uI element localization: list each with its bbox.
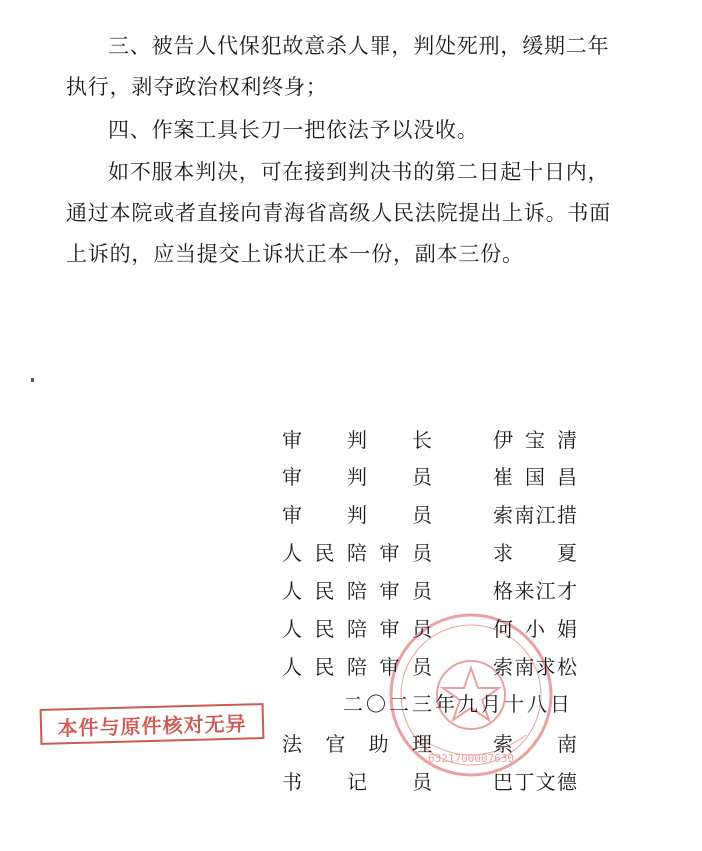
name-char: 夏 — [557, 541, 577, 565]
name-char: 宝 — [525, 428, 545, 452]
title-char: 审 — [379, 655, 400, 679]
title-char: 人 — [282, 617, 302, 641]
name-char: 南 — [514, 503, 535, 527]
panel-row — [282, 424, 582, 454]
name-char: 江 — [535, 579, 556, 603]
name-char: 松 — [556, 655, 577, 679]
name-char: 清 — [557, 428, 577, 452]
name-char: 昌 — [557, 465, 577, 489]
title-char: 人 — [282, 579, 302, 603]
title-char: 陪 — [347, 579, 367, 603]
title-char: 审 — [282, 428, 302, 452]
title-char: 审 — [379, 541, 400, 565]
name-char: 措 — [556, 503, 577, 527]
paragraph-confiscation: 四、作案工具长刀一把依法予以没收。 — [108, 118, 479, 142]
panel-title — [282, 613, 432, 642]
clerk-title — [282, 766, 432, 795]
name-char: 伊 — [493, 428, 513, 452]
panel-title — [282, 461, 432, 490]
title-char: 审 — [379, 617, 400, 641]
name-char: 求 — [493, 541, 513, 565]
name-char: 南 — [514, 655, 535, 679]
name-char: 才 — [556, 579, 577, 603]
title-char: 民 — [314, 541, 335, 565]
title-char: 法 — [282, 732, 302, 756]
panel-name — [493, 424, 577, 453]
panel-row — [282, 461, 582, 491]
title-char: 员 — [412, 465, 432, 489]
title-char: 判 — [347, 465, 367, 489]
title-char: 助 — [368, 732, 389, 756]
name-char: 国 — [525, 465, 545, 489]
clerk-row — [282, 728, 582, 758]
name-char: 南 — [557, 732, 577, 756]
title-char: 理 — [411, 732, 432, 756]
title-char: 陪 — [347, 541, 367, 565]
title-char: 员 — [412, 503, 432, 527]
panel-name — [493, 499, 577, 528]
title-char: 员 — [412, 770, 432, 794]
panel-title — [282, 651, 432, 680]
name-char: 德 — [556, 770, 577, 794]
title-char: 审 — [282, 465, 302, 489]
title-char: 员 — [412, 655, 432, 679]
clerk-name — [493, 766, 577, 795]
title-char: 陪 — [347, 655, 367, 679]
panel-name — [493, 613, 577, 642]
name-char: 格 — [493, 579, 513, 603]
panel-row — [282, 651, 582, 681]
title-char: 官 — [325, 732, 346, 756]
title-char: 长 — [412, 428, 432, 452]
name-char: 来 — [514, 579, 535, 603]
name-char: 求 — [535, 655, 556, 679]
panel-row — [282, 537, 582, 567]
title-char: 员 — [412, 579, 432, 603]
name-char: 江 — [535, 503, 556, 527]
panel-name — [493, 537, 577, 566]
paragraph-appeal-notice: 如不服本判决，可在接到判决书的第二日起十日内，通过本院或者直接向青海省高级人民法院提出上诉。书面上诉的，应当提交上诉状正本一份，副本三份。 — [66, 160, 611, 266]
title-char: 书 — [282, 770, 302, 794]
panel-title — [282, 424, 432, 453]
panel-row — [282, 499, 582, 529]
seal-number: 6321700007630 — [427, 752, 515, 765]
title-char: 民 — [314, 655, 335, 679]
title-char: 人 — [282, 541, 302, 565]
panel-title — [282, 499, 432, 528]
panel-title — [282, 575, 432, 604]
name-char: 崔 — [493, 465, 513, 489]
title-char: 记 — [347, 770, 367, 794]
copy-verified-stamp: 本件与原件核对无异 — [40, 703, 265, 745]
title-char: 审 — [379, 579, 400, 603]
title-char: 员 — [412, 617, 432, 641]
clerk-row — [282, 766, 582, 796]
judgment-date: 二〇二三年九月十八日 — [343, 692, 573, 716]
name-char: 索 — [493, 732, 513, 756]
name-char: 何 — [493, 617, 513, 641]
name-char: 索 — [493, 503, 513, 527]
panel-row — [282, 613, 582, 643]
name-char: 小 — [525, 617, 545, 641]
name-char: 文 — [535, 770, 556, 794]
name-char: 娟 — [557, 617, 577, 641]
title-char: 员 — [412, 541, 432, 565]
title-char: 民 — [314, 617, 335, 641]
title-char: 判 — [347, 428, 367, 452]
panel-name — [493, 651, 577, 680]
panel-name — [493, 575, 577, 604]
title-char: 审 — [282, 503, 302, 527]
panel-name — [493, 461, 577, 490]
paragraph-sentence-three: 三、被告人代保犯故意杀人罪，判处死刑，缓期二年执行，剥夺政治权利终身； — [66, 34, 610, 99]
title-char: 人 — [282, 655, 302, 679]
title-char: 陪 — [347, 617, 367, 641]
name-char: 索 — [493, 655, 513, 679]
panel-title — [282, 537, 432, 566]
name-char: 巴 — [493, 770, 513, 794]
panel-row — [282, 575, 582, 605]
title-char: 民 — [314, 579, 335, 603]
clerk-title — [282, 728, 432, 757]
clerk-name — [493, 728, 577, 757]
title-char: 判 — [347, 503, 367, 527]
name-char: 丁 — [514, 770, 535, 794]
scan-speck — [31, 378, 34, 382]
